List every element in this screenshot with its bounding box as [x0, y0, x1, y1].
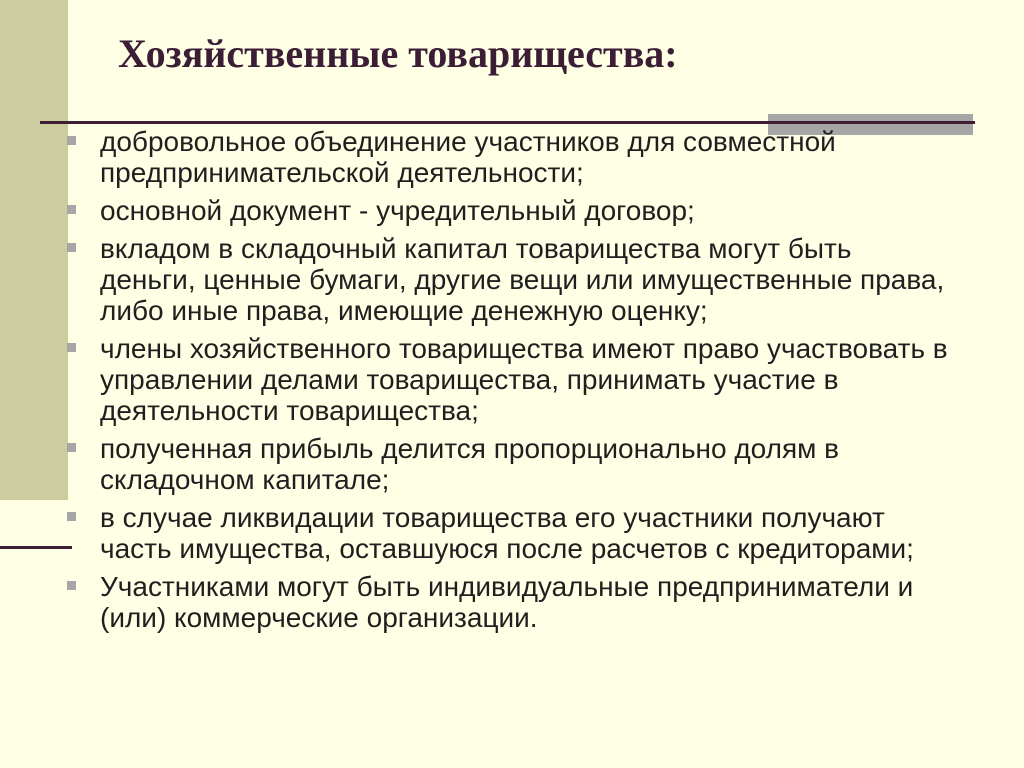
bullet-text-line: деятельности товарищества; — [100, 395, 479, 426]
bullet-item — [66, 433, 948, 495]
bullet-text-line: предпринимательской деятельности; — [100, 157, 584, 188]
bullet-text-line: Участниками могут быть индивидуальные предприниматели и — [100, 571, 914, 602]
bullet-text-line: складочном капитале; — [100, 464, 390, 495]
square-bullet-icon — [67, 136, 76, 145]
title-underline — [40, 121, 975, 124]
slide-title: Хозяйственные товарищества: — [118, 31, 678, 76]
square-bullet-icon — [67, 443, 76, 452]
lower-accent-line — [0, 546, 72, 549]
square-bullet-icon — [67, 343, 76, 352]
bullet-item — [66, 233, 948, 326]
square-bullet-icon — [67, 205, 76, 214]
bullet-item — [66, 126, 948, 188]
bullet-text-line: либо иные права, имеющие денежную оценку; — [100, 295, 708, 326]
bullet-text-line: управлении делами товарищества, принимать участие в — [100, 364, 839, 395]
bullet-list — [66, 126, 948, 640]
bullet-text-line: деньги, ценные бумаги, другие вещи или имущественные права, — [100, 264, 945, 295]
bullet-text-line: основной документ - учредительный договор; — [100, 195, 695, 226]
bullet-text-line: (или) коммерческие организации. — [100, 602, 538, 633]
bullet-text-line: члены хозяйственного товарищества имеют право участвовать в — [100, 333, 948, 364]
bullet-item — [66, 502, 948, 564]
bullet-item — [66, 333, 948, 426]
square-bullet-icon — [67, 243, 76, 252]
square-bullet-icon — [67, 581, 76, 590]
bullet-text-line: в случае ликвидации товарищества его участники получают — [100, 502, 885, 533]
bullet-text-line: вкладом в складочный капитал товарищества могут быть — [100, 233, 852, 264]
bullet-text-line: часть имущества, оставшуюся после расчетов с кредиторами; — [100, 533, 914, 564]
left-accent-bar — [0, 0, 68, 500]
bullet-item — [66, 195, 948, 226]
bullet-text-line: полученная прибыль делится пропорционально долям в — [100, 433, 840, 464]
square-bullet-icon — [67, 512, 76, 521]
bullet-text-line: добровольное объединение участников для совместной — [100, 126, 836, 157]
bullet-item — [66, 571, 948, 633]
